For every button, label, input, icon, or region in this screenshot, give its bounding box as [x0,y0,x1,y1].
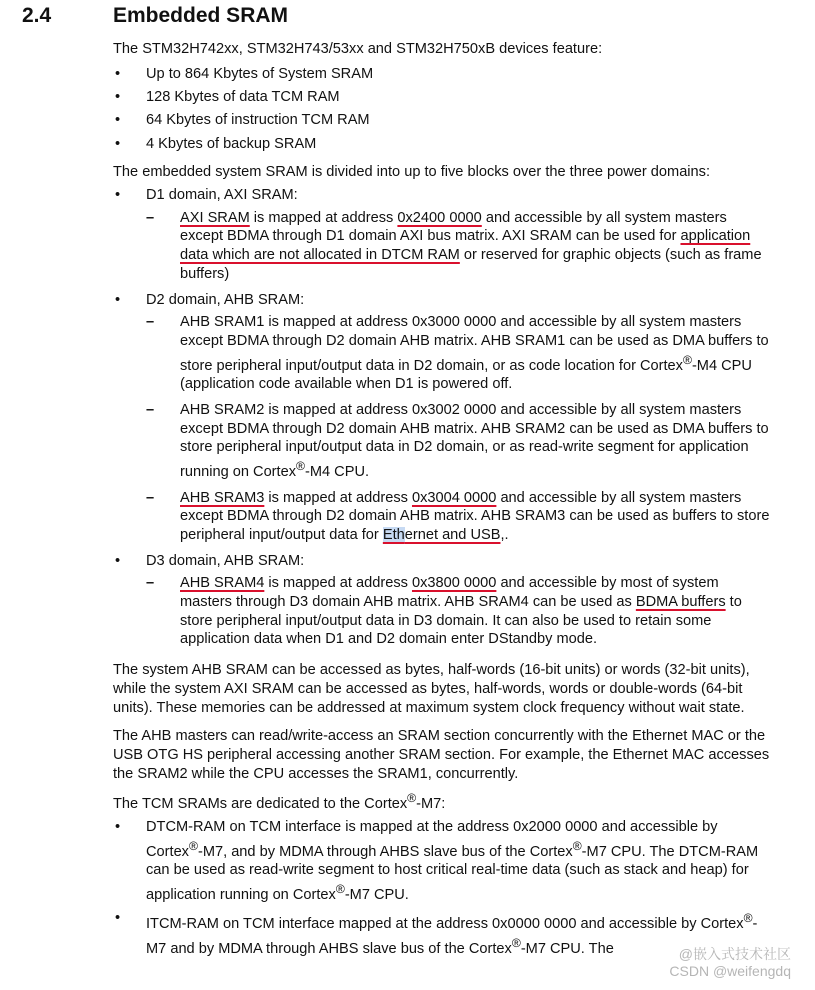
ahb-sram2-item: – AHB SRAM2 is mapped at address 0x3002 0000 and accessible by all system masters except BDMA through D2 domain AHB matrix. AHB SRAM2 can be used as DMA buffers to store peripheral input/output data in D2 domain, or as read-write segment for application running on Cortex®-M4 CPU. [146,401,769,480]
intro-paragraph: The STM32H742xx, STM32H743/53xx and STM32H750xB devices feature: [113,41,603,57]
domain-d1: • D1 domain, AXI SRAM: – AXI SRAM is mapped at address 0x2400 0000 and accessible by all system masters except BDMA through D1 domain AXI bus matrix. AXI SRAM can be used for application data which are not allocated in DTCM RAM or reserved for graphic objects (such as frame buffers) [113,186,773,284]
domain-d2: • D2 domain, AHB SRAM: – AHB SRAM1 is mapped at address 0x3000 0000 and accessible by all system masters except BDMA through D2 domain AHB matrix. AHB SRAM1 can be used as DMA buffers to store peripheral input/output data in D2 domain, or as code location for Cortex®-M4 CPU (application code available when D1 is powered off. – AHB SRAM2 is mapped at address 0x3002 0000 and accessible by all system masters except BDMA through D2 domain AHB matrix. AHB SRAM2 can be used as DMA buffers to store peripheral input/output data in D2 domain, or as read-write segment for application running on Cortex®-M4 CPU. – AHB SRAM3 is mapped at address 0x3004 0000 and accessible by all system masters except BDMA through D2 domain AHB matrix. AHB SRAM3 can be used as buffers to store peripheral input/output data for Ethernet and USB,. [113,291,773,545]
section-number: 2.4 [22,4,52,27]
ahb-sram1-item: – AHB SRAM1 is mapped at address 0x3000 0000 and accessible by all system masters except BDMA through D2 domain AHB matrix. AHB SRAM1 can be used as DMA buffers to store peripheral input/output data in D2 domain, or as code location for Cortex®-M4 CPU (application code available when D1 is powered off. [146,314,769,393]
watermark: @嵌入式技术社区 CSDN @weifengdq [669,946,791,979]
domain-list [113,186,773,649]
itcm-item: • ITCM-RAM on TCM interface mapped at the address 0x0000 0000 and accessible by Cortex®-M7 and by MDMA through AHBS slave bus of the Cortex®-M7 CPU. The [115,910,758,957]
ahb-sram3-item: – AHB SRAM3 is mapped at address 0x3004 0000 and accessible by all system masters except BDMA through D2 domain AHB matrix. AHB SRAM3 can be used as buffers to store peripheral input/output data for Ethernet and USB,. [146,489,770,543]
list-item: • Up to 864 Kbytes of System SRAM [115,65,374,82]
masters-paragraph: The AHB masters can read/write-access an SRAM section concurrently with the Ethernet MAC or the USB OTG HS peripheral accessing another SRAM section. For example, the Ethernet MAC accesses the SRAM2 while the CPU accesses the SRAM1, concurrently. [113,728,770,782]
access-paragraph: The system AHB SRAM can be accessed as bytes, half-words (16-bit units) or words (32-bit units), while the system AXI SRAM can be accessed as bytes, half-words, words or double-words (64-bit units). These memories can be addressed at maximum system clock frequency without wait state. [113,662,750,716]
section-title: Embedded SRAM [113,4,289,27]
dtcm-item: • DTCM-RAM on TCM interface is mapped at the address 0x2000 0000 and accessible by Cortex®-M7, and by MDMA through AHBS slave bus of the Cortex®-M7 CPU. The DTCM-RAM can be used as read-write segment to host critical real-time data (such as stack and heap) for application running on Cortex®-M7 CPU. [115,818,759,903]
feature-list [113,65,773,154]
ahb-sram4-item: – AHB SRAM4 is mapped at address 0x3800 0000 and accessible by most of system masters through D3 domain AHB matrix. AHB SRAM4 can be used as BDMA buffers to store peripheral input/output data in D3 domain. It can also be used to retain some application data when D1 and D2 domain enter DStandby mode. [146,575,742,648]
section-heading [22,4,288,28]
list-item: • 4 Kbytes of backup SRAM [115,135,317,152]
domain-label: D2 domain, AHB SRAM: [146,291,305,308]
domain-d3: • D3 domain, AHB SRAM: – AHB SRAM4 is mapped at address 0x3800 0000 and accessible by most of system masters through D3 domain AHB matrix. AHB SRAM4 can be used as BDMA buffers to store peripheral input/output data in D3 domain. It can also be used to retain some application data when D1 and D2 domain enter DStandby mode. [113,552,773,650]
axi-sram-item: – AXI SRAM is mapped at address 0x2400 0000 and accessible by all system masters except BDMA through D1 domain AXI bus matrix. AXI SRAM can be used for application data which are not allocated in DTCM RAM or reserved for graphic objects (such as frame buffers) [146,209,762,282]
tcm-intro: The TCM SRAMs are dedicated to the Cortex®-M7: [113,791,446,813]
tcm-list [113,818,773,958]
domain-label: D3 domain, AHB SRAM: [146,552,305,569]
divided-paragraph: The embedded system SRAM is divided into up to five blocks over the three power domains: [113,164,711,181]
list-item: • 128 Kbytes of data TCM RAM [115,89,340,105]
domain-label: D1 domain, AXI SRAM: [146,187,298,203]
list-item: • 64 Kbytes of instruction TCM RAM [115,112,370,129]
document-body [113,40,773,963]
